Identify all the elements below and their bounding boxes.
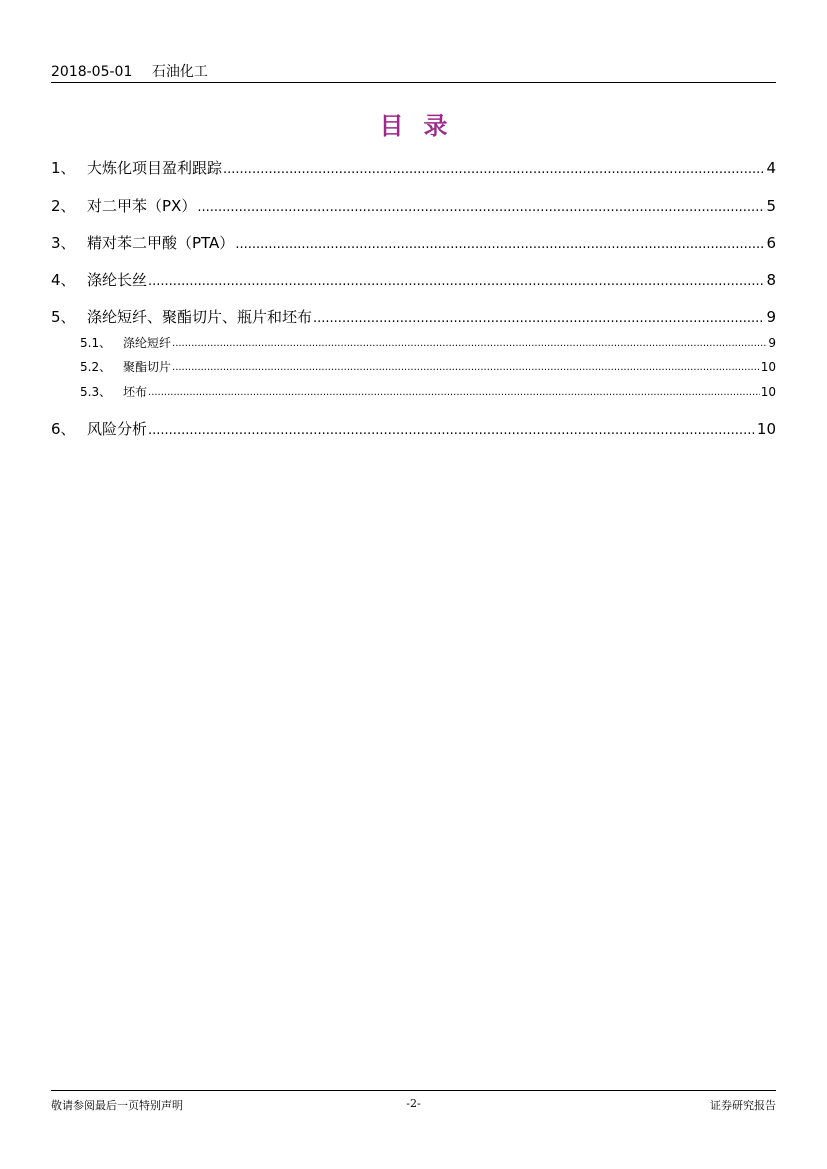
toc-item-page: 5: [766, 197, 776, 215]
toc-item-text: 涤纶短纤: [123, 336, 172, 350]
toc-item-5-1[interactable]: [51, 334, 776, 352]
toc-title: 目录: [379, 111, 468, 140]
toc-leader-dots: [172, 364, 760, 376]
page-header: [51, 62, 776, 83]
toc-leader-dots: [148, 389, 760, 401]
toc-item-text: 坯布: [123, 385, 148, 399]
toc-item-4[interactable]: [51, 269, 776, 291]
toc-item-page: 10: [760, 385, 776, 399]
toc-item-text: 风险分析: [87, 420, 148, 438]
toc-item-1[interactable]: [51, 157, 776, 179]
toc-item-text: 涤纶长丝: [87, 271, 148, 289]
toc-leader-dots: [223, 164, 765, 179]
toc-item-page: 4: [766, 159, 776, 177]
toc-leader-dots: [313, 313, 765, 328]
toc-item-5-2[interactable]: [51, 358, 776, 376]
toc-item-page: 6: [766, 234, 776, 252]
toc-leader-dots: [235, 239, 765, 254]
toc-item-page: 8: [766, 271, 776, 289]
toc-item-number: 1、: [51, 159, 76, 177]
toc-item-text: 大炼化项目盈利跟踪: [87, 159, 223, 177]
toc-item-number: 4、: [51, 271, 76, 289]
toc-item-3[interactable]: [51, 232, 776, 254]
toc-item-number: 5.1、: [80, 336, 112, 350]
toc-item-6[interactable]: [51, 418, 776, 440]
toc-item-page: 9: [766, 308, 776, 326]
toc-item-page: 10: [760, 360, 776, 374]
toc-leader-dots: [172, 340, 767, 352]
toc-item-number: 5.3、: [80, 385, 112, 399]
toc-item-page: 10: [756, 420, 776, 438]
toc-item-text: 涤纶短纤、聚酯切片、瓶片和坯布: [87, 308, 313, 326]
toc-item-page: 9: [768, 336, 776, 350]
toc-item-number: 5.2、: [80, 360, 112, 374]
toc-item-number: 5、: [51, 308, 76, 326]
toc-leader-dots: [148, 425, 756, 440]
toc-item-5[interactable]: [51, 306, 776, 328]
toc-item-number: 6、: [51, 420, 76, 438]
report-industry: 石油化工: [151, 64, 208, 80]
toc-item-text: 精对苯二甲酸（PTA）: [87, 234, 235, 252]
toc-item-text: 对二甲苯（PX）: [87, 197, 197, 215]
toc-leader-dots: [197, 202, 765, 217]
page-footer: [51, 1090, 776, 1113]
toc-item-number: 3、: [51, 234, 76, 252]
toc-item-2[interactable]: [51, 195, 776, 217]
toc-item-text: 聚酯切片: [123, 360, 172, 374]
toc-leader-dots: [148, 276, 765, 291]
toc-item-5-3[interactable]: [51, 383, 776, 401]
footer-page-number: -2-: [406, 1097, 421, 1110]
toc-item-number: 2、: [51, 197, 76, 215]
footer-org: 证券研究报告: [710, 1099, 776, 1112]
footer-disclaimer: 敬请参阅最后一页特别声明: [51, 1099, 183, 1112]
report-date: 2018-05-01: [51, 64, 133, 80]
